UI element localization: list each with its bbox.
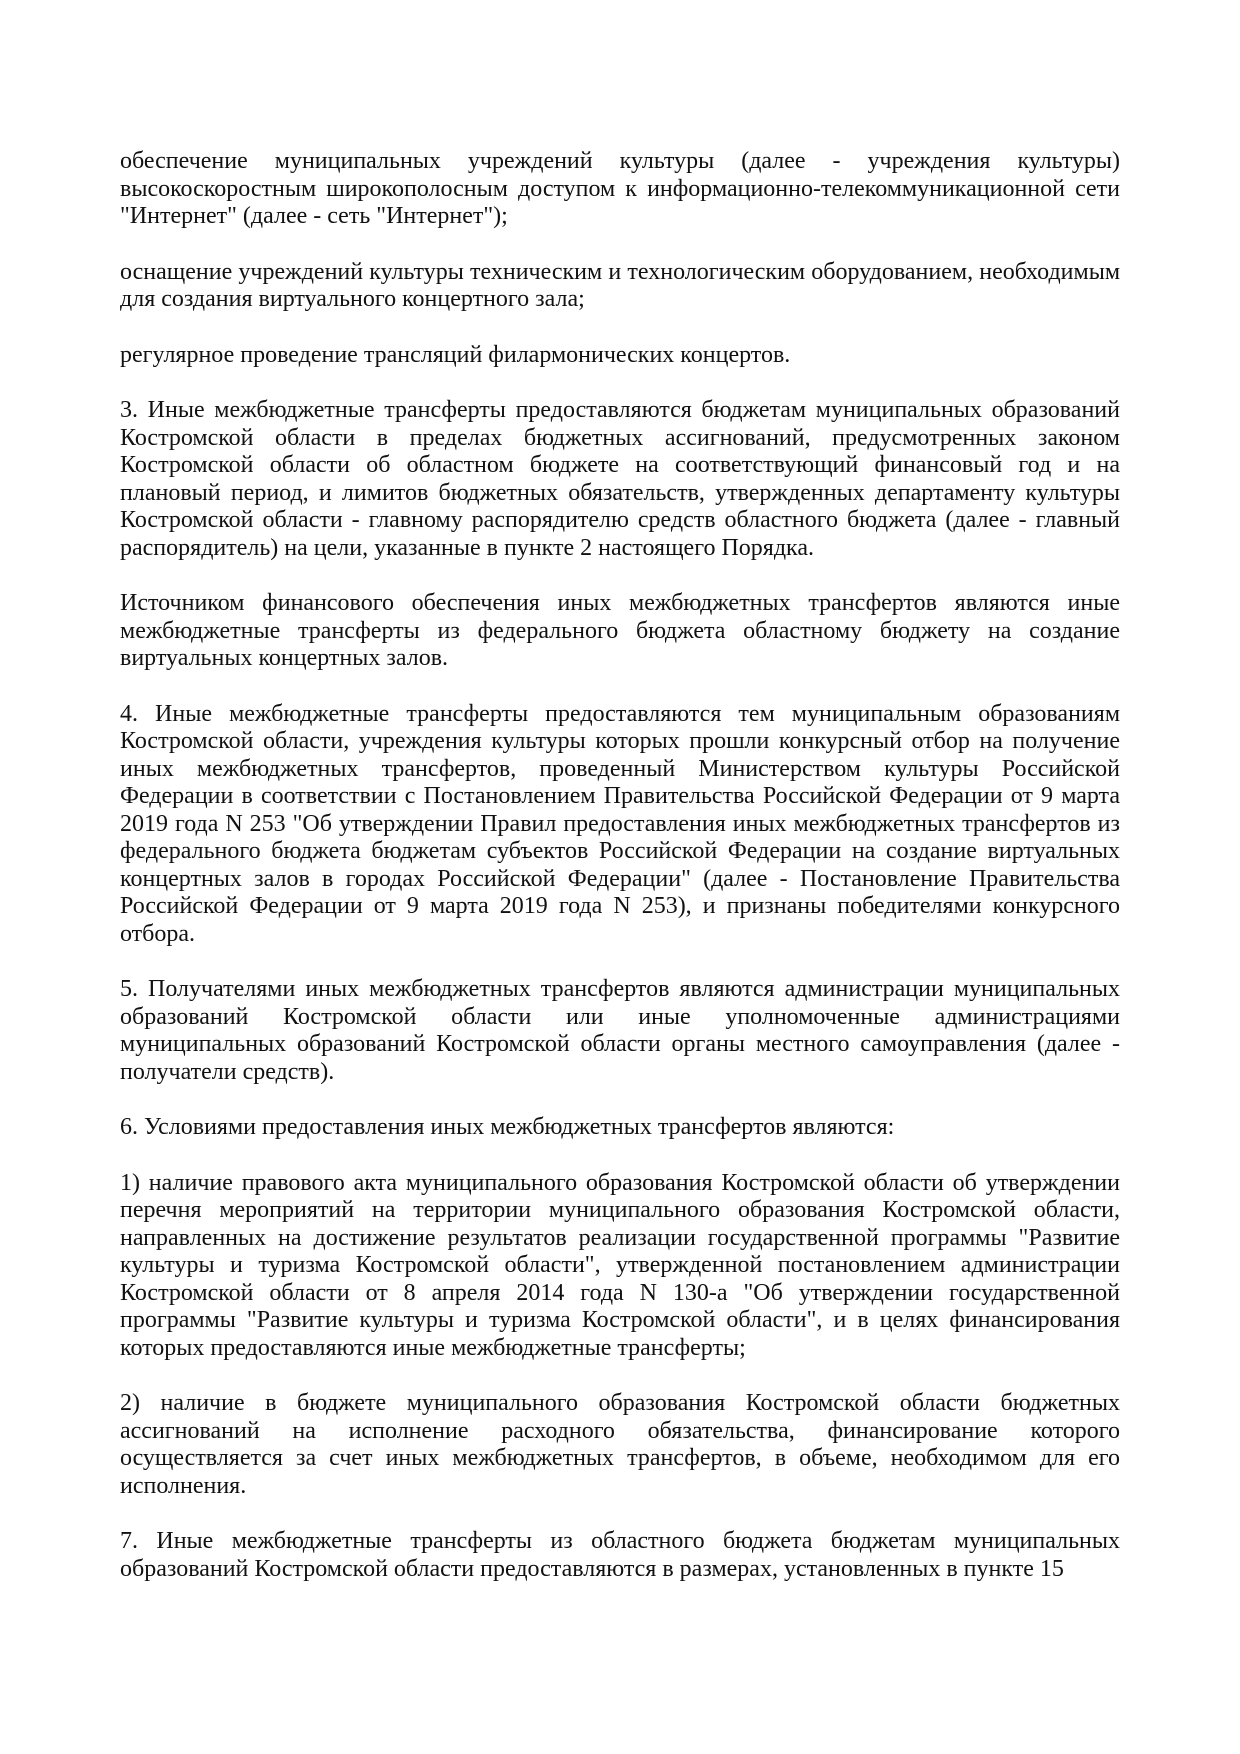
- paragraph-clause-3: [120, 397, 1120, 562]
- paragraph-text: 4. Иные межбюджетные трансферты предоставляются тем муниципальным образованиям Костромской области, учреждения культуры которых прошли конкурсный отбор на получение иных межбюджетных трансфертов, проведенный Министерством культуры Российской Федерации в соответствии с Постановлением Правительства Российской Федерации от 9 марта 2019 года N 253 "Об утверждении Правил предоставления иных межбюджетных трансфертов из федерального бюджета бюджетам субъектов Российской Федерации на создание виртуальных концертных залов в городах Российской Федерации" (далее - Постановление Правительства Российской Федерации от 9 марта 2019 года N 253), и признаны победителями конкурсного отбора.: [120, 700, 1120, 947]
- paragraph-text: 1) наличие правового акта муниципального образования Костромской области об утверждении перечня мероприятий на территории муниципального образования Костромской области, направленных на достижение результатов реализации государственной программы "Развитие культуры и туризма Костромской области", утвержденной постановлением администрации Костромской области от 8 апреля 2014 года N 130-а "Об утверждении государственной программы "Развитие культуры и туризма Костромской области", и в целях финансирования которых предоставляются иные межбюджетные трансферты;: [120, 1169, 1120, 1361]
- paragraph-condition-1: [120, 1170, 1120, 1363]
- paragraph-condition-2: [120, 1390, 1120, 1500]
- paragraph-clause-6: [120, 1114, 1120, 1142]
- paragraph-text: 6. Условиями предоставления иных межбюджетных трансфертов являются:: [120, 1114, 895, 1140]
- paragraph-text: обеспечение муниципальных учреждений культуры (далее - учреждения культуры) высокоскоростным широкополосным доступом к информационно-телекоммуникационной сети "Интернет" (далее - сеть "Интернет");: [120, 148, 1120, 229]
- paragraph-text: 5. Получателями иных межбюджетных трансфертов являются администрации муниципальных образований Костромской области или иные уполномоченные администрациями муниципальных образований Костромской области органы местного самоуправления (далее - получатели средств).: [120, 976, 1120, 1085]
- paragraph-text: 2) наличие в бюджете муниципального образования Костромской области бюджетных ассигнований на исполнение расходного обязательства, финансирование которого осуществляется за счет иных межбюджетных трансфертов, в объеме, необходимом для его исполнения.: [120, 1390, 1120, 1499]
- paragraph-clause-5: [120, 976, 1120, 1086]
- paragraph-text: оснащение учреждений культуры техническим и технологическим оборудованием, необходимым для создания виртуального концертного зала;: [120, 258, 1120, 312]
- paragraph-text: регулярное проведение трансляций филармонических концертов.: [120, 341, 791, 368]
- paragraph-internet-access: [120, 148, 1120, 231]
- paragraph-text: Источником финансового обеспечения иных межбюджетных трансфертов являются иные межбюджетные трансферты из федерального бюджета областному бюджету на создание виртуальных концертных залов.: [120, 590, 1120, 671]
- paragraph-text: 3. Иные межбюджетные трансферты предоставляются бюджетам муниципальных образований Костромской области в пределах бюджетных ассигнований, предусмотренных законом Костромской области об областном бюджете на соответствующий финансовый год и на плановый период, и лимитов бюджетных обязательств, утвержденных департаменту культуры Костромской области - главному распорядителю средств областного бюджета (далее - главный распорядитель) на цели, указанные в пункте 2 настоящего Порядка.: [120, 397, 1120, 561]
- paragraph-clause-7: [120, 1528, 1120, 1583]
- paragraph-funding-source: [120, 590, 1120, 673]
- document-page: [120, 148, 1120, 1611]
- paragraph-broadcasts: [120, 342, 1120, 370]
- paragraph-equipment: [120, 259, 1120, 314]
- paragraph-text: 7. Иные межбюджетные трансферты из областного бюджета бюджетам муниципальных образований Костромской области предоставляются в размерах, установленных в пункте 15: [120, 1528, 1120, 1582]
- paragraph-clause-4: [120, 701, 1120, 949]
